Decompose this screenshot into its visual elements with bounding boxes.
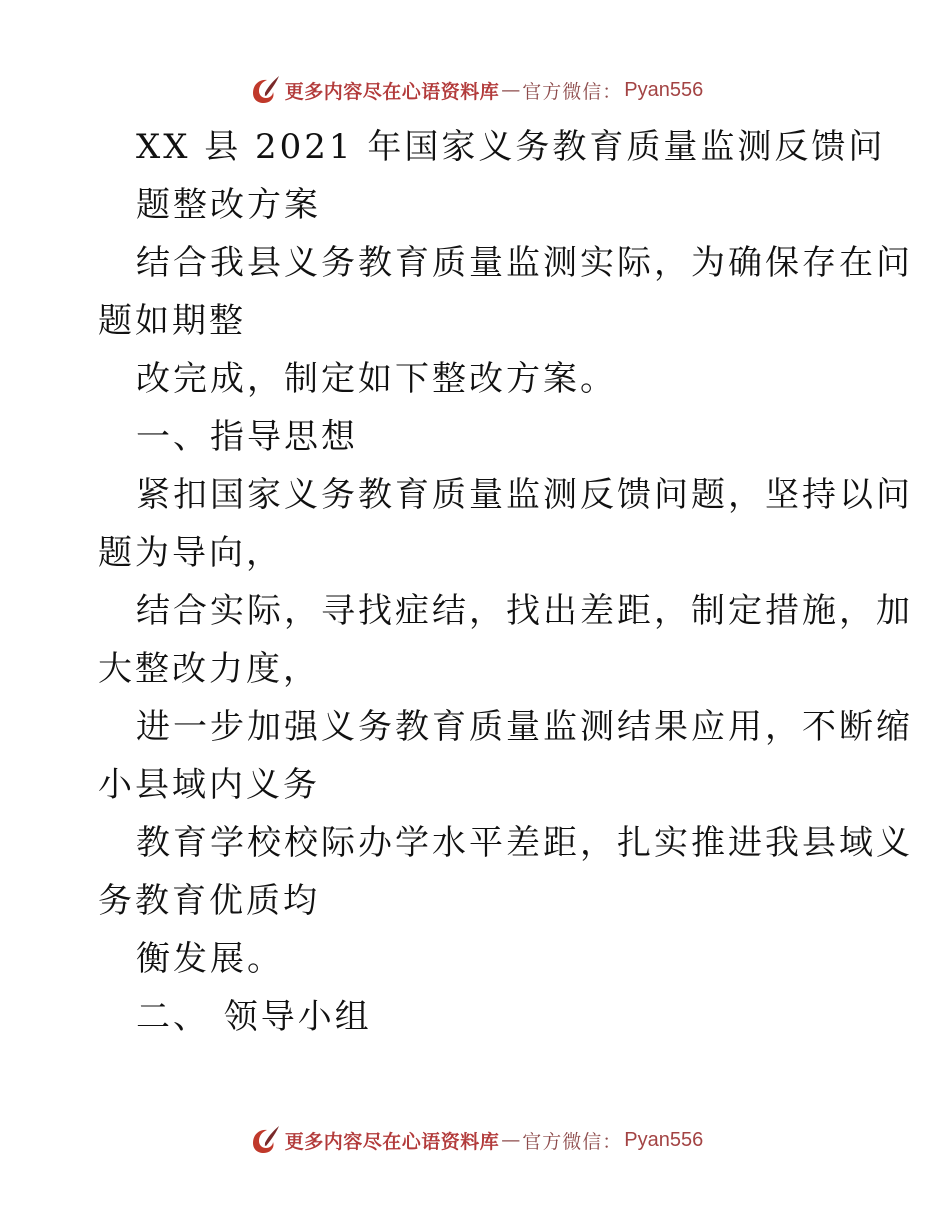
doc-paragraph-line: 结合我县义务教育质量监测实际，为确保存在问 bbox=[136, 243, 913, 283]
doc-title-line-1: XX 县 2021 年国家义务教育质量监测反馈问 bbox=[136, 127, 886, 167]
doc-paragraph-line: 改完成，制定如下整改方案。 bbox=[136, 359, 617, 399]
watermark-footer bbox=[0, 1120, 950, 1160]
watermark-wechat-id: Pyan556 bbox=[624, 1128, 704, 1151]
watermark-dash: — bbox=[501, 1129, 521, 1151]
watermark-title: 更多内容尽在心语资料库 bbox=[284, 80, 500, 103]
quill-logo-icon bbox=[247, 73, 281, 107]
doc-paragraph-line: 结合实际，寻找症结，找出差距，制定措施，加 bbox=[136, 591, 913, 631]
watermark-dash: — bbox=[501, 79, 521, 101]
doc-paragraph-line: 教育学校校际办学水平差距，扎实推进我县域义 bbox=[136, 823, 913, 863]
watermark-wechat-id: Pyan556 bbox=[624, 78, 704, 101]
doc-paragraph-line: 小县域内义务 bbox=[98, 765, 320, 805]
doc-paragraph-line: 紧扣国家义务教育质量监测反馈问题，坚持以问 bbox=[136, 475, 913, 515]
doc-paragraph-line: 进一步加强义务教育质量监测结果应用，不断缩 bbox=[136, 707, 913, 747]
watermark-title: 更多内容尽在心语资料库 bbox=[284, 1130, 500, 1153]
watermark-wechat-label: 官方微信： bbox=[522, 1130, 623, 1153]
watermark-header bbox=[0, 70, 950, 110]
doc-title-line-2: 题整改方案 bbox=[136, 185, 321, 225]
doc-paragraph-line: 题为导向， bbox=[98, 533, 283, 573]
doc-paragraph-line: 务教育优质均 bbox=[98, 881, 320, 921]
doc-paragraph-line: 大整改力度， bbox=[98, 649, 320, 689]
doc-section-heading: 一、指导思想 bbox=[136, 417, 358, 457]
quill-logo-icon bbox=[247, 1123, 281, 1157]
doc-paragraph-line: 衡发展。 bbox=[136, 939, 284, 979]
watermark-wechat-label: 官方微信： bbox=[522, 80, 623, 103]
doc-paragraph-line: 题如期整 bbox=[98, 301, 246, 341]
doc-section-heading: 二、 领导小组 bbox=[136, 997, 372, 1037]
